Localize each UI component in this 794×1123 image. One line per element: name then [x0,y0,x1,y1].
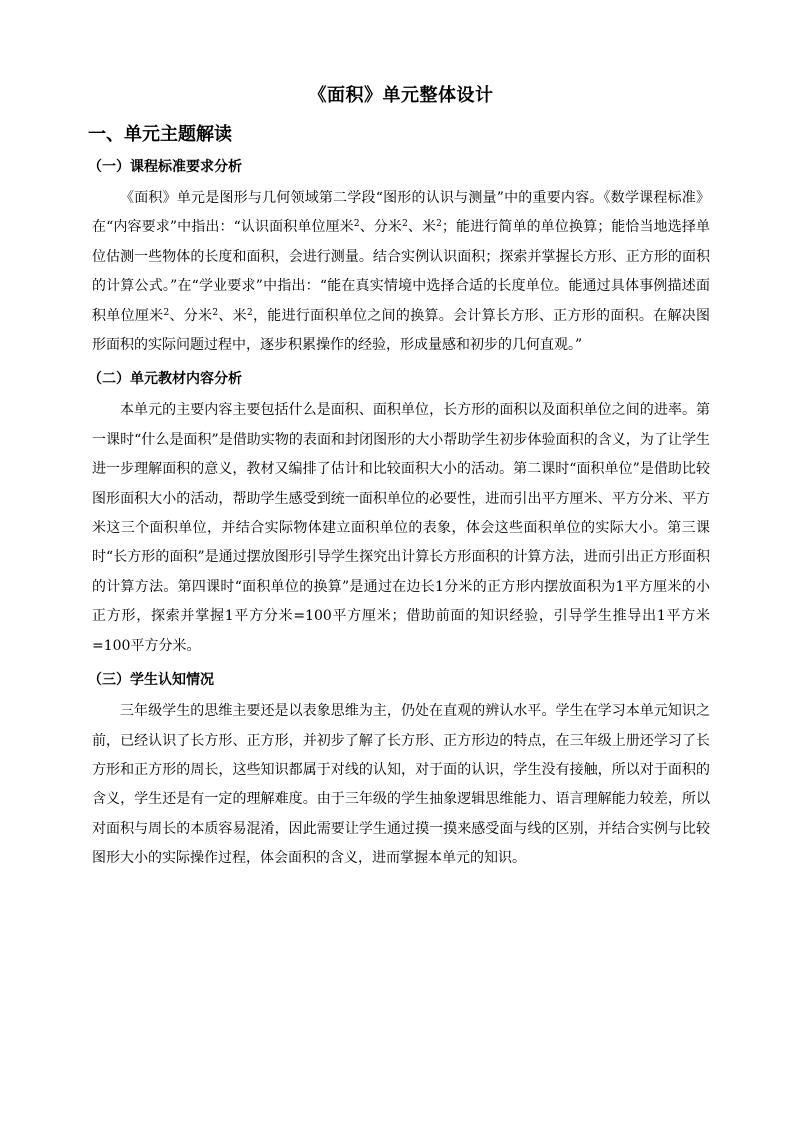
subsection-heading-curriculum-standard: （一）课程标准要求分析 [88,159,242,175]
paragraph-curriculum-standard: 《面积》单元是图形与几何领域第二学段“图形的认识与测量”中的重要内容。《数学课程标准》在“内容要求”中指出：“认识面积单位厘米$^2$、分米$^2$、米$^2$；能进行简单的单位换算；能恰当地选择单位估测一些物体的长度和面积，会进行测量。结合实例认识面积；探索并掌握长方形、正方形的面积的计算公式。”在“学业要求”中指出：“能在真实情境中选择合适的长度单位。能通过具体事例描述面积单位厘米$^2$、分米$^2$、米$^2$，能进行面积单位之间的换算。会计算长方形、正方形的面积。在解决图形面积的实际问题过程中，逐步积累操作的经验，形成量感和初步的几何直观。” [92,190,711,354]
subsection-heading-student-cognition: （三）学生认知情况 [88,672,214,689]
subsection-heading-textbook-content: （二）单元教材内容分析 [88,371,242,388]
document-title: 《面积》单元整体设计 [308,85,494,106]
paragraph-textbook-content: 本单元的主要内容主要包括什么是面积、面积单位，长方形的面积以及面积单位之间的进率。第一课时“什么是面积”是借助实物的表面和封闭图形的大小帮助学生初步体验面积的含义，为了让学生进一步理解面积的意义，教材又编排了估计和比较面积大小的活动。第二课时“面积单位”是借助比较图形面积大小的活动，帮助学生感受到统一面积单位的必要性，进而引出平方厘米、平方分米、平方米这三个面积单位，并结合实际物体建立面积单位的表象，体会这些面积单位的实际大小。第三课时“长方形的面积”是通过摆放图形引导学生探究出计算长方形面积的计算方法，进而引出正方形面积的计算方法。第四课时“面积单位的换算”是通过在边长1分米的正方形内摆放面积为1平方厘米的小正方形，探索并掌握1平方分米=100平方厘米；借助前面的知识经验，引导学生推导出1平方米=100平方分米。 [92,402,710,654]
section-heading-unit-theme: 一、单元主题解读 [88,124,232,145]
paragraph-student-cognition: 三年级学生的思维主要还是以表象思维为主，仍处在直观的辨认水平。学生在学习本单元知识之前，已经认识了长方形、正方形，并初步了解了长方形、正方形边的特点，在三年级上册还学习了长方形和正方形的周长，这些知识都属于对线的认知，对于面的认识，学生没有接触，所以对于面积的含义，学生还是有一定的理解难度。由于三年级的学生抽象逻辑思维能力、语言理解能力较差，所以对面积与周长的本质容易混淆，因此需要让学生通过摸一摸来感受面与线的区别，并结合实例与比较图形大小的实际操作过程，体会面积的含义，进而掌握本单元的知识。 [92,703,710,867]
